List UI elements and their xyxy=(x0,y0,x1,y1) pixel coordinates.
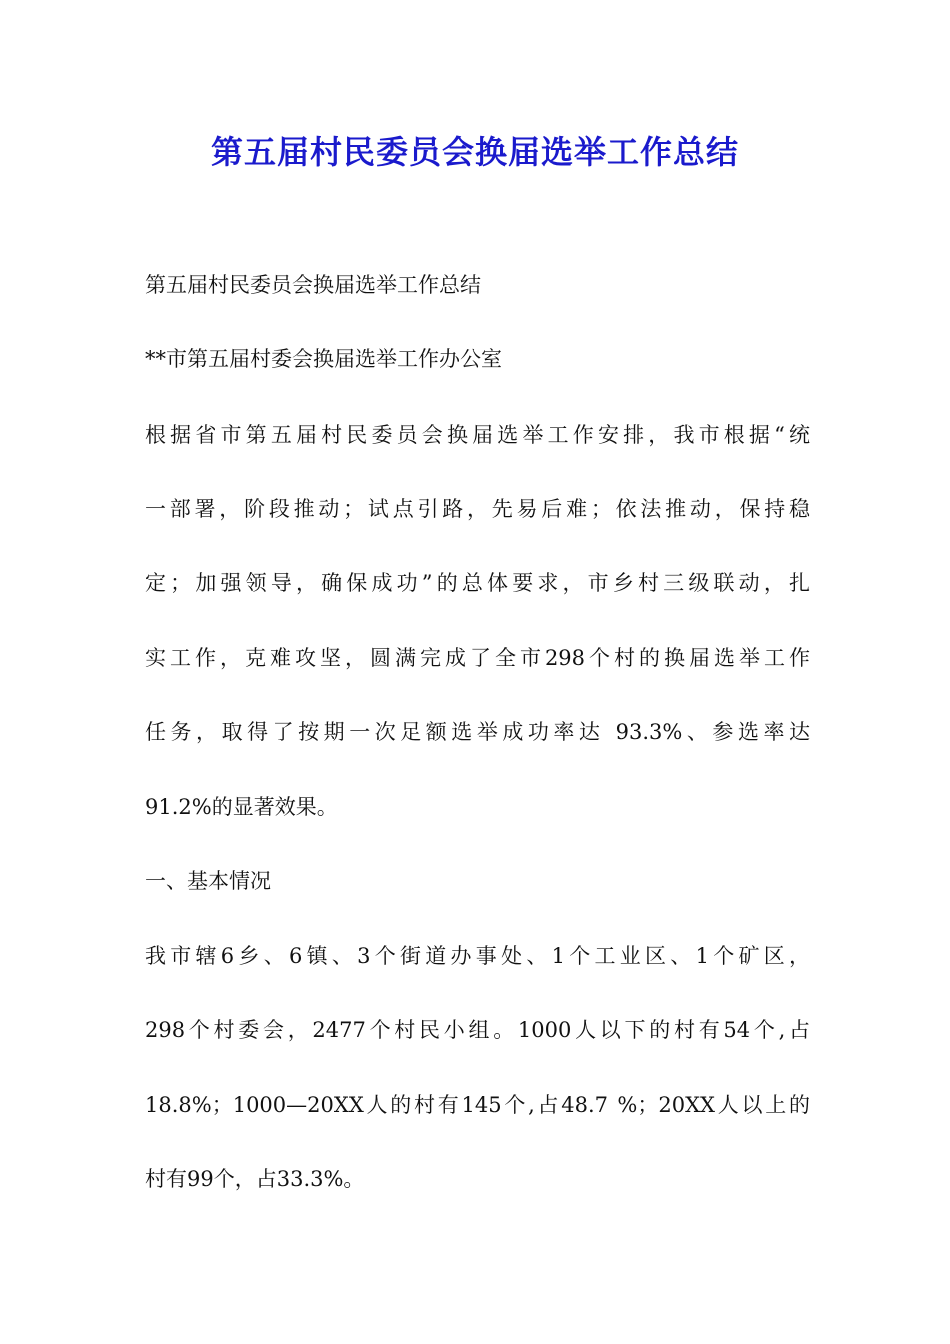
paragraph-line: 村有99个，占33.3%。 xyxy=(145,1167,365,1191)
paragraph-line: 91.2%的显著效果。 xyxy=(145,795,338,819)
paragraph-line: 任务，取得了按期一次足额选举成功率达 93.3%、参选率达 xyxy=(145,720,810,744)
paragraph-line: 定；加强领导，确保成功”的总体要求，市乡村三级联动，扎 xyxy=(145,571,810,595)
paragraph-line: 18.8%；1000—20XX人的村有145个,占48.7 %；20XX人以上的 xyxy=(145,1093,810,1117)
paragraph-line: 一部署，阶段推动；试点引路，先易后难；依法推动，保持稳 xyxy=(145,497,810,521)
subtitle-line: 第五届村民委员会换届选举工作总结 xyxy=(145,273,481,297)
document-title: 第五届村民委员会换届选举工作总结 xyxy=(210,133,739,171)
paragraph-line: 我市辖6乡、6镇、3个街道办事处、1个工业区、1个矿区， xyxy=(145,944,810,968)
paragraph-line: 实工作，克难攻坚，圆满完成了全市298个村的换届选举工作 xyxy=(145,646,810,670)
paragraph-line: 根据省市第五届村民委员会换届选举工作安排，我市根据“统 xyxy=(145,423,810,447)
issuer-line: **市第五届村委会换届选举工作办公室 xyxy=(145,347,502,371)
paragraph-line: 298个村委会，2477个村民小组。1000人以下的村有54个,占 xyxy=(145,1018,810,1042)
section-heading: 一、基本情况 xyxy=(145,869,271,893)
